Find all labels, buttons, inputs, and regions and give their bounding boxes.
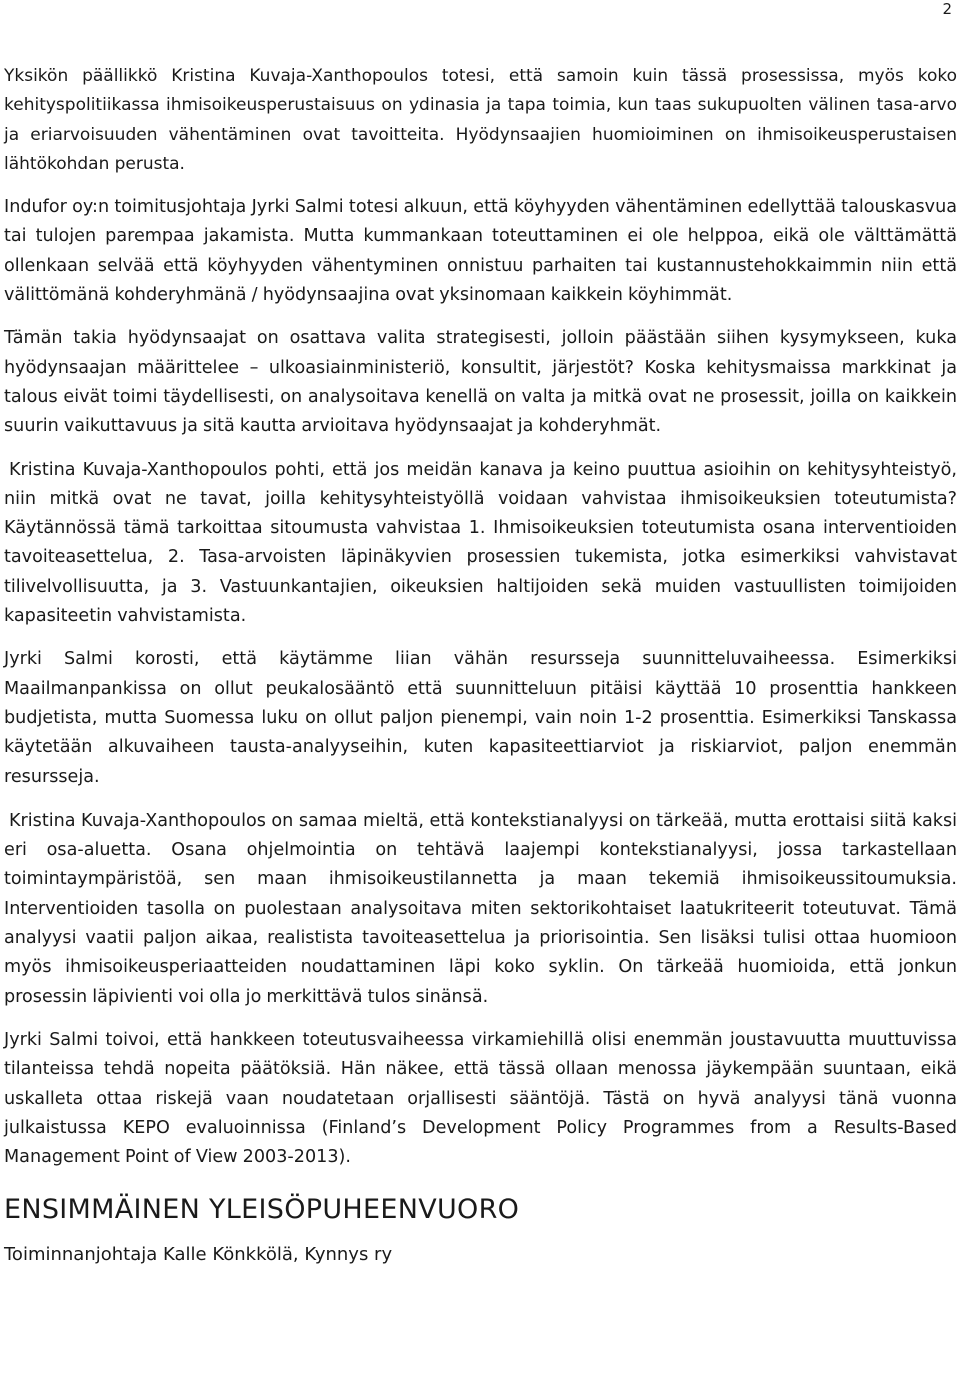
paragraph-2: Indufor oy:n toimitusjohtaja Jyrki Salmi totesi alkuun, että köyhyyden vähentäminen edellyttää talouskasvua tai tulojen parempaa jakamista. Mutta kummankaan toteuttaminen ei ole helppoa, eikä ole välttämättä ollenkaan selvää että köyhyyden vähentyminen onnistuu parhaiten tai kustannustehokkaimmin niin että välittömänä kohderyhmänä / hyödynsaajina ovat yksinomaan kaikkein köyhimmät. <box>4 197 957 306</box>
paragraph-7: Jyrki Salmi toivoi, että hankkeen toteutusvaiheessa virkamiehillä olisi enemmän joustavuutta muuttuvissa tilanteissa tehdä nopeita päätöksiä. Hän näkee, että tässä ollaan menossa jäykempään suuntaan, eikä uskalleta ottaa riskejä vaan noudatetaan orjallisesti sääntöjä. Tästä on hyvä analyysi tänä vuonna julkaistussa KEPO evaluoinnissa (Finland’s Development Policy Programmes from a Results-Based Management Point of View 2003-2013). <box>4 1029 957 1168</box>
section-heading: ENSIMMÄINEN YLEISÖPUHEENVUORO <box>4 1194 520 1226</box>
page-number: 2 <box>942 0 952 18</box>
paragraph-4: Kristina Kuvaja-Xanthopoulos pohti, että jos meidän kanava ja keino puuttua asioihin on kehitysyhteistyö, niin mitkä ovat ne tavat, joilla kehitysyhteistyöllä voidaan vahvistaa ihmisoikeuksien toteutumista? Käytännössä tämä tarkoittaa sitoumusta vahvistaa 1. Ihmisoikeuksien toteutumista osana interventioiden tavoiteasettelua, 2. Tasa-arvoisten läpinäkyvien prosessien tukemista, jotka esimerkiksi vahvistavat tilivelvollisuutta, ja 3. Vastuunkantajien, oikeuksien haltijoiden sekä muiden vastuullisten toimijoiden kapasiteetin vahvistamista. <box>4 459 957 627</box>
speaker-line: Toiminnanjohtaja Kalle Könkkölä, Kynnys ry <box>4 1244 393 1266</box>
document-body <box>4 62 957 1269</box>
paragraph-5: Jyrki Salmi korosti, että käytämme liian vähän resursseja suunnitteluvaiheessa. Esimerkiksi Maailmanpankissa on ollut peukalosääntö että suunnitteluun pitäisi käyttää 10 prosenttia hankkeen budjetista, mutta Suomessa luku on ollut paljon pienempi, vain noin 1-2 prosenttia. Esimerkiksi Tanskassa käytetään alkuvaiheen tausta-analyyseihin, kuten kapasiteettiarviot ja riskiarviot, paljon enemmän resursseja. <box>4 649 957 787</box>
paragraph-6: Kristina Kuvaja-Xanthopoulos on samaa mieltä, että kontekstianalyysi on tärkeää, mutta erottaisi siitä kaksi eri osa-aluetta. Osana ohjelmointia on tehtävä laajempi kontekstianalyysi, jossa tarkastellaan toimintaympäristöä, sen maan ihmisoikeustilannetta ja maan tekemiä ihmisoikeussitoumuksia. Interventioiden tasolla on puolestaan analysoitava miten sektorikohtaiset laatukriteerit toteutuvat. Tämä analyysi vaatii paljon aikaa, realistista tavoiteasettelua ja priorisointia. Sen lisäksi tulisi ottaa huomioon myös ihmisoikeusperiaatteiden noudattaminen läpi koko syklin. On tärkeää huomioida, että jonkun prosessin läpivienti voi olla jo merkittävä tulos sinänsä. <box>4 810 957 1007</box>
paragraph-1: Yksikön päällikkö Kristina Kuvaja-Xanthopoulos totesi, että samoin kuin tässä prosessissa, myös koko kehityspolitiikassa ihmisoikeusperustaisuus on ydinasia ja tapa toimia, kun taas sukupuolten välinen tasa-arvo ja eriarvoisuuden vähentäminen ovat tavoitteita. Hyödynsaajien huomioiminen on ihmisoikeusperustaisen lähtökohdan perusta. <box>4 66 957 174</box>
paragraph-3: Tämän takia hyödynsaajat on osattava valita strategisesti, jolloin päästään siihen kysymykseen, kuka hyödynsaajan määrittelee – ulkoasiainministeriö, konsultit, järjestöt? Koska kehitysmaissa markkinat ja talous eivät toimi täydellisesti, on analysoitava kenellä on valta ja mitkä ovat ne prosessit, joilla on kaikkein suurin vaikuttavuus ja sitä kautta arvioitava hyödynsaajat ja kohderyhmät. <box>4 328 957 437</box>
